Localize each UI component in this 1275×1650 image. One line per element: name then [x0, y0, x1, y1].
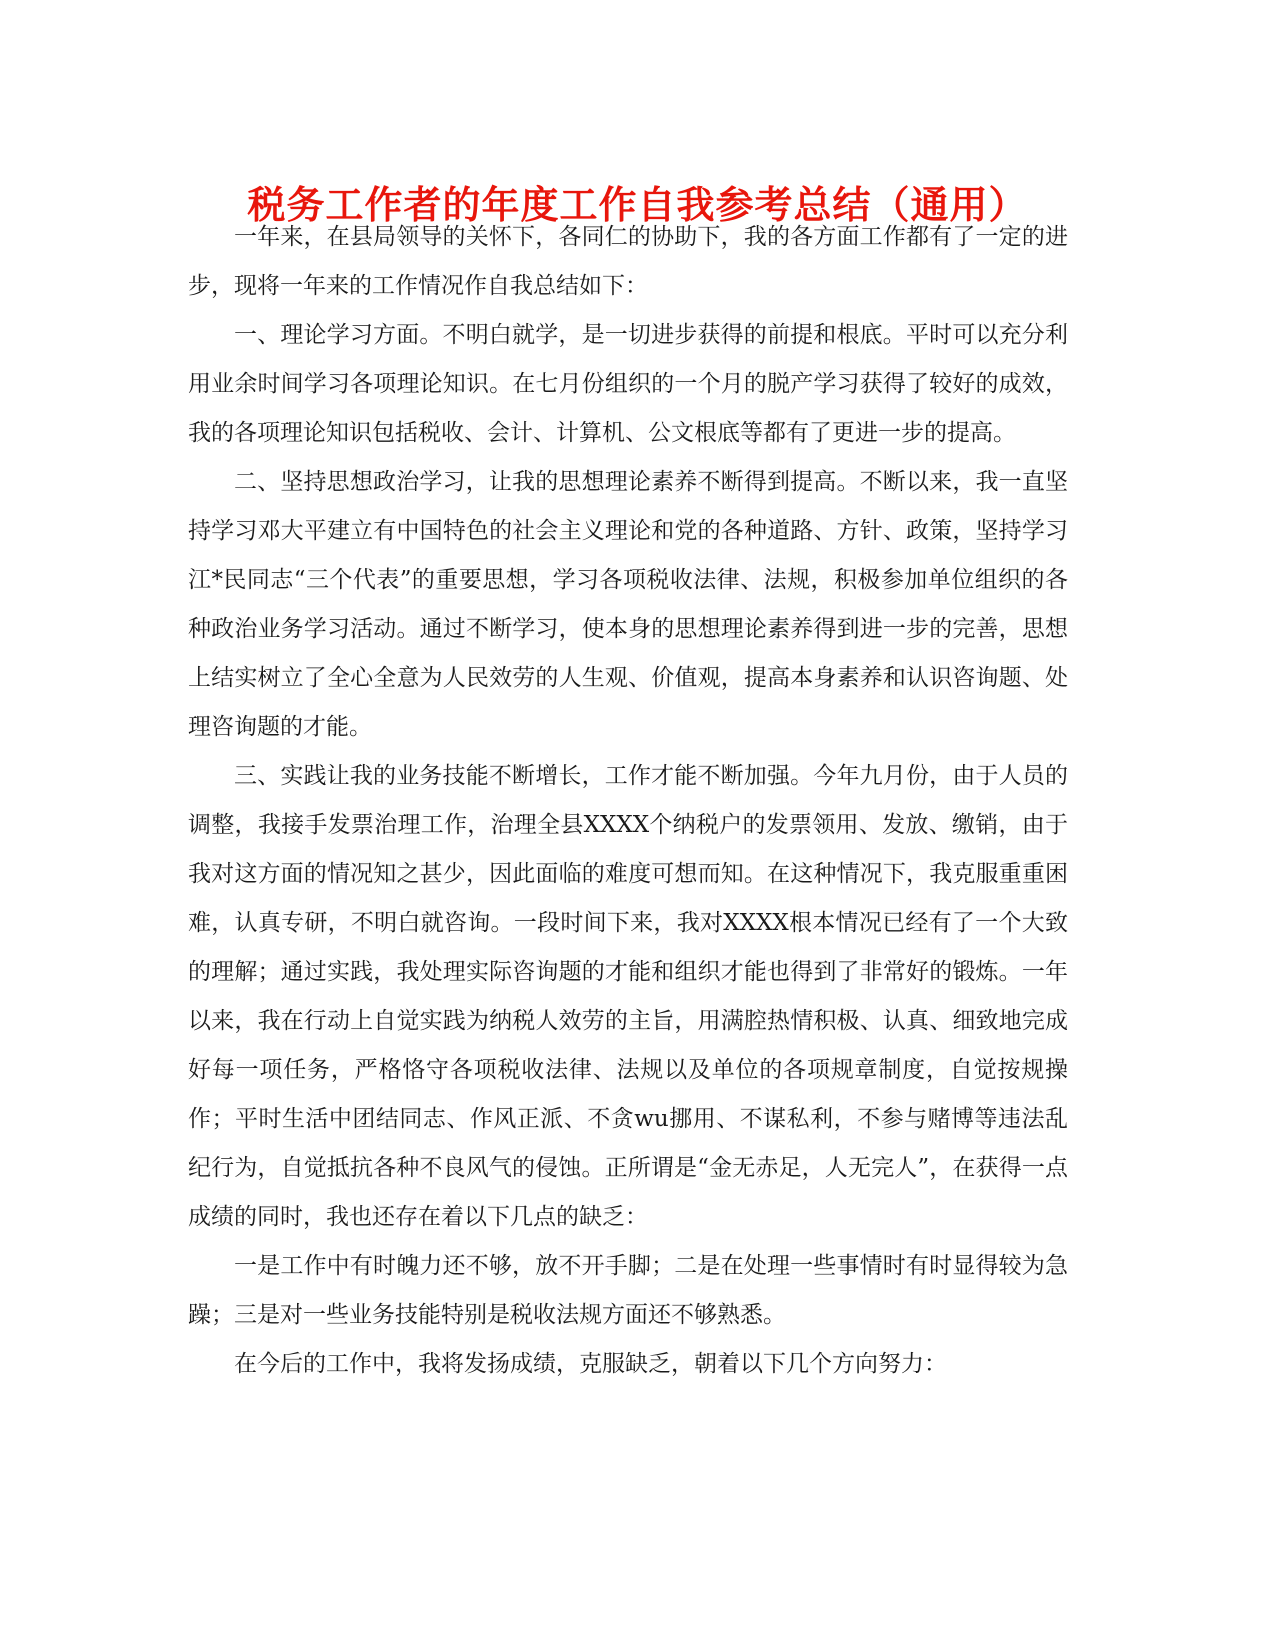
document-title: 税务工作者的年度工作自我参考总结（通用）	[247, 182, 1028, 228]
political-study-paragraph: 二、坚持思想政治学习，让我的思想理论素养不断得到提高。不断以来，我一直坚持学习邓大平建立有中国特色的社会主义理论和党的各种道路、方针、政策，坚持学习江*民同志“三个代表”的重要思想，学习各项税收法律、法规，积极参加单位组织的各种政治业务学习活动。通过不断学习，使本身的思想理论素养得到进一步的完善，思想上结实树立了全心全意为人民效劳的人生观、价值观，提高本身素养和认识咨询题、处理咨询题的才能。	[188, 469, 1068, 740]
practice-paragraph: 三、实践让我的业务技能不断增长，工作才能不断加强。今年九月份，由于人员的调整，我接手发票治理工作，治理全县XXXX个纳税户的发票领用、发放、缴销，由于我对这方面的情况知之甚少，因此面临的难度可想而知。在这种情况下，我克服重重困难，认真专研，不明白就咨询。一段时间下来，我对XXXX根本情况已经有了一个大致的理解；通过实践，我处理实际咨询题的才能和组织才能也得到了非常好的锻炼。一年以来，我在行动上自觉实践为纳税人效劳的主旨，用满腔热情积极、认真、细致地完成好每一项任务，严格恪守各项税收法律、法规以及单位的各项规章制度，自觉按规操作；平时生活中团结同志、作风正派、不贪wu挪用、不谋私利，不参与赌博等违法乱纪行为，自觉抵抗各种不良风气的侵蚀。正所谓是“金无赤足，人无完人”，在获得一点成绩的同时，我也还存在着以下几点的缺乏：	[188, 763, 1068, 1230]
future-direction-paragraph: 在今后的工作中，我将发扬成绩，克服缺乏，朝着以下几个方向努力：	[234, 1351, 947, 1377]
theory-study-paragraph: 一、理论学习方面。不明白就学，是一切进步获得的前提和根底。平时可以充分利用业余时间学习各项理论知识。在七月份组织的一个月的脱产学习获得了较好的成效，我的各项理论知识包括税收、会计、计算机、公文根底等都有了更进一步的提高。	[188, 322, 1068, 446]
shortcomings-paragraph: 一是工作中有时魄力还不够，放不开手脚；二是在处理一些事情时有时显得较为急躁；三是对一些业务技能特别是税收法规方面还不够熟悉。	[188, 1253, 1068, 1328]
document-body	[188, 213, 1068, 1389]
intro-paragraph: 一年来，在县局领导的关怀下，各同仁的协助下，我的各方面工作都有了一定的进步，现将一年来的工作情况作自我总结如下：	[188, 224, 1068, 299]
